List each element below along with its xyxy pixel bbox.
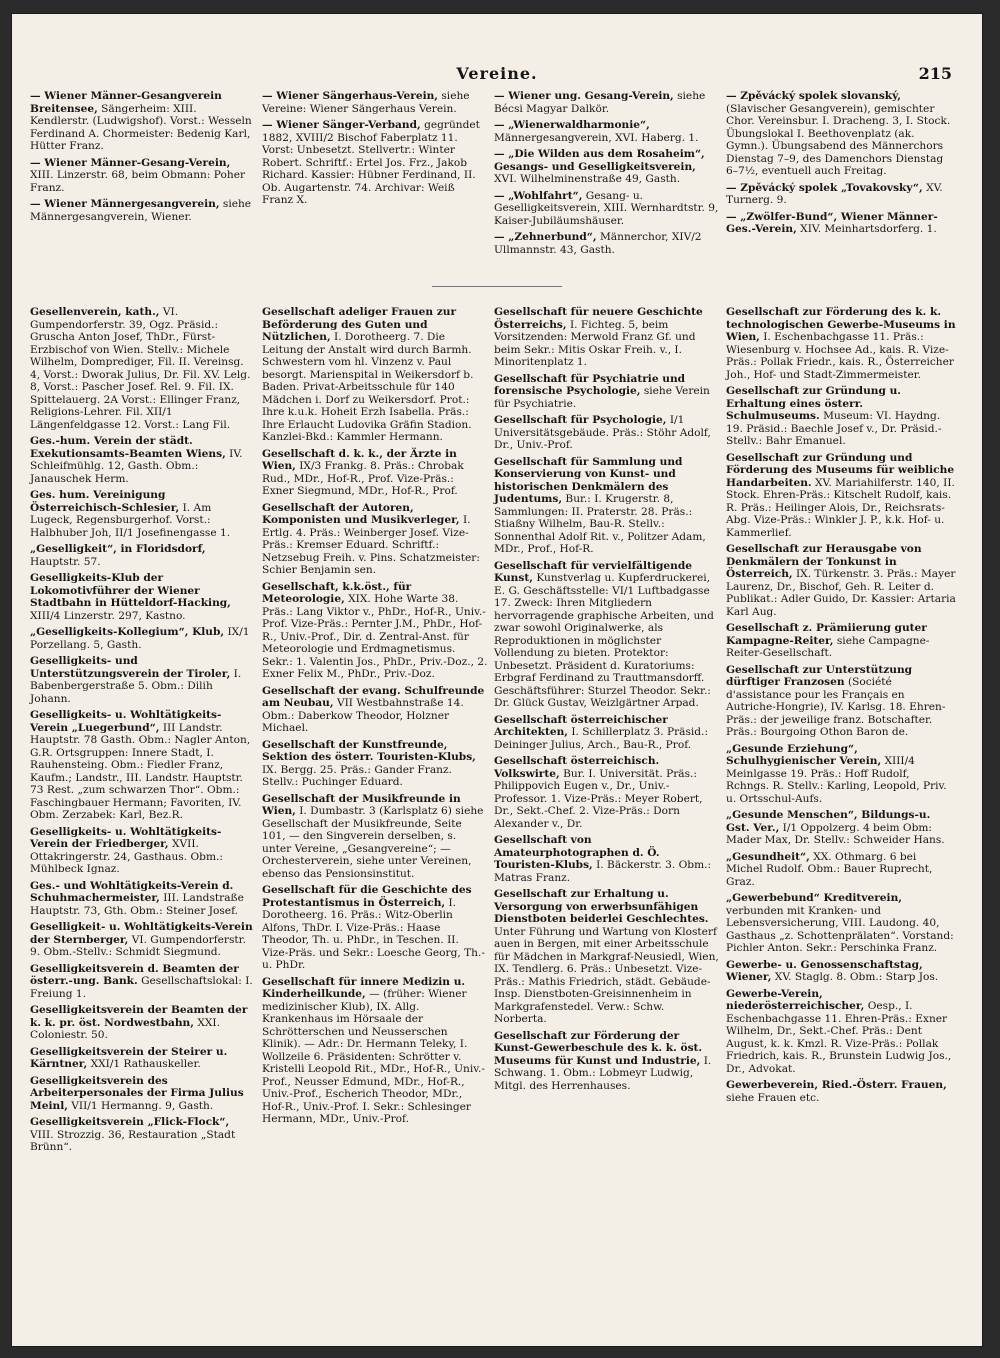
entry-text: Unter Führung und Wartung von Klosterf auen in Bergen, mit einer Arbeitsschule für Mädchen in Markgraf-Neusiedl, Wien, IX. Tendlerg. 6. Präs.: Unbesetzt. Vize-Präs.: Mathis Friedrich, städt. Gebäude-Insp. Dienstboten-Greisinnenheim in Markgrafenstedel. Verw.: Schw. Norberta. bbox=[494, 925, 719, 1025]
directory-entry bbox=[262, 502, 488, 577]
page-header bbox=[12, 64, 982, 88]
directory-entry bbox=[494, 306, 720, 369]
directory-entry bbox=[726, 809, 956, 847]
entry-heading: „Gesundheit“, bbox=[726, 850, 810, 863]
entry-text: IV. Schleifmühlg. 12, Gasth. Obm.: Janauschek Herm. bbox=[30, 447, 243, 485]
entry-heading: Geselligkeits- u. Wohltätigkeits-Verein „Luegerbund“, bbox=[30, 709, 222, 734]
directory-entry bbox=[262, 90, 488, 115]
entry-text: I. Eschenbachgasse 11. Präs.: Wiesenburg v. Hochsee Ad., kais. R. Vize-Präs.: Pollak Friedr., kais. R., Österreicher Joh., Hof- und Stadt-Zimmermeister. bbox=[726, 331, 954, 381]
entry-text: I. Babenbergerstraße 5. Obm.: Dilih Johann. bbox=[30, 667, 242, 705]
entry-text: I. Schillerplatz 3. Präsid.: Deininger Julius, Arch., Bau-R., Prof. bbox=[494, 726, 709, 751]
bottom-column-1 bbox=[30, 306, 256, 1326]
entry-heading: Gewerbe-Verein, niederösterreichischer, bbox=[726, 987, 865, 1012]
directory-entry bbox=[262, 306, 488, 444]
bottom-column-2 bbox=[262, 306, 488, 1326]
entry-heading: Gesellschaft d. k. k., der Ärzte in Wien, bbox=[262, 447, 457, 472]
entry-heading: Gesellschaft für vervielfältigende Kunst, bbox=[494, 559, 692, 584]
entry-text: Hauptstr. 57. bbox=[30, 555, 101, 568]
entry-text: I/1 Universitätsgebäude. Präs.: Stöhr Adolf, Dr., Univ.-Prof. bbox=[494, 414, 711, 451]
entry-text: VIII. Strozzig. 36, Restauration „Stadt Brünn“. bbox=[30, 1128, 236, 1153]
scanned-page bbox=[12, 14, 982, 1346]
entry-text: Gesang- u. Geselligkeitsverein, XIII. Wernhardtstr. 9, Kaiser-Jubiläumshäuser. bbox=[494, 189, 719, 227]
directory-entry bbox=[30, 306, 256, 431]
directory-entry bbox=[726, 622, 956, 660]
directory-entry bbox=[726, 90, 956, 178]
entry-text: Kunstverlag u. Kupferdruckerei, E. G. Geschäftsstelle: VI/1 Luftbadgasse 17. Zweck: Ihren Mitgliedern hervorragende graphische Arbeiten, und zwar sowohl Originalwerke, als Reproduktionen in möglichster Vollendung zu bieten. Protektor: Unbesetzt. Präsident d. Kuratoriums: Erbgraf Ferdinand zu Trauttmansdorff. Geschäftsführer: Sturzel Theodor. Sekr.: Dr. Glück Gustav, Weizlgärtner Arpad. bbox=[494, 572, 714, 709]
directory-entry bbox=[494, 148, 720, 186]
entry-text: III. Landstraße Hauptstr. 73, Gth. Obm.: Steiner Josef. bbox=[30, 892, 244, 917]
entry-heading: Gesellschaft für Psychiatrie und forensische Psychologie, bbox=[494, 372, 686, 397]
directory-entry bbox=[30, 90, 256, 153]
entry-text: IX. Bergg. 25. Präs.: Gander Franz. Stellv.: Puchinger Eduard. bbox=[262, 763, 452, 788]
entry-text: VII/1 Hermanng. 9, Gasth. bbox=[71, 1099, 214, 1112]
entry-text: XIX. Hohe Warte 38. Präs.: Lang Viktor v., PhDr., Hof-R., Univ.-Prof. Vize-Präs.: Pernter J.M., PhDr., Hof-R., Univ.-Prof., Dir. d. Zentral-Anst. für Meteorologie und Erdmagnetismus. Sekr.: 1. Valentin Jos., PhDr., Priv.-Doz., 2. Exner Felix M., PhDr., Priv.-Doz. bbox=[262, 593, 488, 680]
directory-entry bbox=[494, 373, 720, 411]
entry-text: IX/1 Porzellang. 5, Gasth. bbox=[30, 626, 250, 651]
entry-text: Sängerheim: XIII. Kendlerstr. (Ludwigshof). Vorst.: Wesseln Ferdinand A. Chormeister: Bedenig Karl, Hütter Franz. bbox=[30, 102, 252, 152]
entry-heading: Ges.- und Wohltätigkeits-Verein d. Schuhmachermeister, bbox=[30, 879, 234, 904]
entry-text: XVII. Ottakringerstr. 24, Gasthaus. Obm.: Mühlbeck Ignaz. bbox=[30, 838, 223, 875]
entry-heading: Gesellschaft von Amateurphotographen d. Ö. Touristen-Klubs, bbox=[494, 834, 660, 871]
entry-text: siehe Frauen etc. bbox=[726, 1091, 820, 1104]
entry-text: I. Fichteg. 5, beim Vorsitzenden: Merwold Franz Gf. und beim Sekr.: Mitis Oskar Freih. v., I. Minoritenplatz 1. bbox=[494, 318, 696, 368]
section-divider bbox=[432, 286, 562, 287]
entry-text: I. Dorotheerg. 16. Präs.: Witz-Oberlin Alfons, ThDr. I. Vize-Präs.: Haase Theodor, Th. u. PhDr., in Teschen. II. Vize-Präs. und Sekr.: Loesche Georg, Th.- u. PhDr. bbox=[262, 896, 485, 971]
entry-heading: Geselligkeitsverein „Flick-Flock“, bbox=[30, 1116, 230, 1128]
entry-text: XV. Mariahilferstr. 140, II. Stock. Ehren-Präs.: Kitschelt Rudolf, kais. R. Präs.: Heilinger Alois, Dr., Reichsrats-Abg. Vize-Präs.: Winkler J. P., k.k. Hof- u. Kammerlief. bbox=[726, 476, 955, 539]
entry-text: I. Ertlg. 4. Präs.: Weinberger Josef. Vize-Präs.: Kremser Eduard. Schriftf.: Netzsebug Freih. v. Pins. Schatzmeister: Schier Benjamin sen. bbox=[262, 514, 480, 576]
entry-text: XIII/4 Linzerstr. 297, Kastno. bbox=[30, 609, 186, 622]
entry-text: XXI/1 Rathauskeller. bbox=[90, 1058, 201, 1070]
directory-entry bbox=[726, 1079, 956, 1104]
directory-entry bbox=[30, 489, 256, 539]
top-column-1 bbox=[30, 90, 256, 290]
directory-entry bbox=[726, 988, 956, 1076]
directory-entry bbox=[30, 198, 256, 223]
entry-heading: — Wiener Sängerhaus-Verein, bbox=[262, 90, 438, 102]
directory-entry bbox=[30, 921, 256, 959]
entry-text: Gesellschaftslokal: I. Freiung 1. bbox=[30, 975, 253, 1000]
entry-heading: Ges. hum. Vereinigung Österreichisch-Schlesier, bbox=[30, 489, 180, 514]
directory-entry bbox=[726, 211, 956, 236]
entry-heading: Ges.-hum. Verein der städt. Exekutionsamts-Beamten Wiens, bbox=[30, 435, 226, 460]
entry-text: XV. Staglg. 8. Obm.: Starp Jos. bbox=[774, 971, 939, 983]
entry-text: I. Dorotheerg. 7. Die Leitung der Anstalt wird durch Barmh. Schwestern vom hl. Vinzenz v. Paul besorgt. Marienspital in Weikersdorf b. Baden. Privat-Arbeitsschule für 140 Mädchen i. Dorf zu Weikersdorf. Prot.: Ihre k.u.k. Hoheit Erzh Isabella. Präs.: Ihre Erlaucht Ludovika Gräfin Stadion. Kanzlei-Bkd.: Kammler Hermann. bbox=[262, 331, 474, 443]
entry-text: VII Westbahnstraße 14. Obm.: Daberkow Theodor, Holzner Michael. bbox=[262, 697, 464, 734]
directory-entry bbox=[30, 435, 256, 485]
entry-text: I. Schwang. 1. Obm.: Lobmeyr Ludwig, Mitgl. des Herrenhauses. bbox=[494, 1054, 712, 1092]
entry-text: siehe Bécsi Magyar Dalkör. bbox=[494, 90, 706, 115]
entry-text: — (früher: Wiener medizinischer Klub), IX. Allg. Krankenhaus im Hörsaale der Schrötterschen und Neusserschen Klinik). — Adr.: Dr. Hermann Teleky, I. Wollzeile 6. Präsidenten: Schrötter v. Kristelli Leopold Rit., MDr., Hof-R., Univ.-Prof., Neusser Edmund, MDr., Hof-R., Univ.-Prof., Escherich Theodor, MDr., Hof-R., Univ.-Prof. I. Sekr.: Schlesinger Hermann, MDr., Univ.-Prof. bbox=[262, 988, 485, 1125]
directory-entry bbox=[726, 743, 956, 806]
entry-heading: Gesellschaft der Musikfreunde in Wien, bbox=[262, 792, 461, 817]
bottom-column-3 bbox=[494, 306, 720, 1326]
directory-entry bbox=[262, 448, 488, 498]
entry-heading: Gesellschaft der evang. Schulfreunde am Neubau, bbox=[262, 684, 485, 709]
directory-entry bbox=[30, 1075, 256, 1113]
entry-heading: — „Wienerwaldharmonie“, bbox=[494, 119, 650, 131]
directory-entry bbox=[726, 959, 956, 984]
entry-heading: Gesellschaft zur Förderung des k. k. technologischen Gewerbe-Museums in Wien, bbox=[726, 306, 956, 343]
entry-heading: — „Zwölfer-Bund“, Wiener Männer-Ges.-Verein, bbox=[726, 210, 938, 235]
entry-heading: Gesellschaft zur Gründung und Förderung des Museums für weibliche Handarbeiten. bbox=[726, 451, 955, 489]
entry-heading: — „Die Wilden aus dem Rosaheim“, Gesangs- und Geselligkeitsverein, bbox=[494, 148, 705, 173]
entry-text: IX. Türkenstr. 3. Präs.: Mayer Laurenz, Dr., Bischof, Geh. R. Leiter d. Publikat.: Adler Guido, Dr. Kassier: Artaria Karl Aug. bbox=[726, 568, 956, 618]
directory-entry bbox=[262, 793, 488, 881]
directory-entry bbox=[494, 414, 720, 452]
entry-heading: Gesellschaft österreichischer Architekten, bbox=[494, 713, 668, 738]
entry-text: siehe Vereine: Wiener Sängerhaus Verein. bbox=[262, 90, 470, 115]
entry-heading: Geselligkeits- und Unterstützungsverein der Tiroler, bbox=[30, 655, 231, 680]
entry-heading: — „Zehnerbund“, bbox=[494, 231, 597, 243]
entry-heading: Gesellschaft z. Prämiierung guter Kampagne-Reiter, bbox=[726, 622, 927, 647]
entry-text: siehe Campagne-Reiter-Gesellschaft. bbox=[726, 634, 930, 659]
directory-entry bbox=[30, 1116, 256, 1154]
entry-heading: Gesellschaft zur Unterstützung dürftiger Franzosen bbox=[726, 663, 913, 688]
top-column-2 bbox=[262, 90, 488, 290]
directory-entry bbox=[262, 739, 488, 789]
entry-text: Männergesangverein, XVI. Haberg. 1. bbox=[494, 131, 699, 144]
entry-heading: Geselligkeitsverein der Beamten der k. k. pr. öst. Nordwestbahn, bbox=[30, 1004, 248, 1029]
directory-entry bbox=[494, 834, 720, 884]
entry-heading: Gesellschaft zur Erhaltung u. Versorgung von erwerbsunfähigen Dienstboten beiderlei Geschlechtes. bbox=[494, 888, 709, 925]
directory-entry bbox=[726, 306, 956, 381]
entry-text: I. Dumbastr. 3 (Karlsplatz 6) siehe Gesellschaft der Musikfreunde, Seite 101, — den Singverein derselben, s. unter Vereine, „Gesangvereine“; — Orchesterverein, siehe unter Vereinen, ebenso das Pensionsinstitut. bbox=[262, 805, 484, 880]
entry-heading: Gewerbeverein, Ried.-Österr. Frauen, bbox=[726, 1079, 947, 1091]
entry-heading: Gesellschaft zur Förderung der Kunst-Gewerbeschule des k. k. öst. Museums für Kunst und Industrie, bbox=[494, 1029, 703, 1067]
entry-text: (Slavischer Gesangverein), gemischter Chor. Vereinsbur. I. Dracheng. 3, I. Stock. Übungslokal I. Beethovenplatz (ak. Gymn.). Übungsabend des Männerchors Dienstag 7–9, des Damenchors Dienstag 6–7½, eventuell auch Freitag. bbox=[726, 102, 951, 177]
directory-entry bbox=[30, 963, 256, 1001]
entry-heading: Geselligkeitsverein d. Beamten der österr.-ung. Bank. bbox=[30, 962, 239, 987]
directory-entry bbox=[494, 231, 720, 256]
entry-text: III Landstr. Hauptstr. 78 Gasth. Obm.: Nagler Anton, G.R. Ortsgruppen: Innere Stadt, I. Rauhensteing. Obm.: Fiedler Franz, Kaufm.; Landstr., III. Landstr. Hauptstr. 73 Rest. „zum schwarzen Thor“. Obm.: Faschingbauer Hermann; Favoriten, IV. Obm. Zerzabek: Karl, Bez.R. bbox=[30, 721, 251, 821]
entry-text: Bur.: I. Krugerstr. 8, Sammlungen: II. Praterstr. 28. Präs.: Stiaßny Wilhelm, Bau-R. Stellv.: Sonnenthal Adolf Rit. v., Politzer Adam, MDr., Prof., Hof-R. bbox=[494, 493, 706, 555]
directory-entry bbox=[494, 560, 720, 710]
entry-text: I. Am Lugeck, Regensburgerhof. Vorst.: Halbhuber Joh, II/1 Josefinengasse 1. bbox=[30, 501, 231, 539]
entry-heading: — Wiener Männergesangverein, bbox=[30, 198, 220, 210]
entry-heading: „Geselligkeit“, in Floridsdorf, bbox=[30, 543, 206, 555]
directory-entry bbox=[262, 976, 488, 1126]
entry-heading: Gesellschaft adeliger Frauen zur Beförderung des Guten und Nützlichen, bbox=[262, 306, 457, 343]
directory-entry bbox=[30, 543, 256, 568]
entry-text: XIII. Linzerstr. 68, beim Obmann: Poher Franz. bbox=[30, 169, 246, 194]
top-column-4 bbox=[726, 90, 956, 290]
directory-entry bbox=[30, 1004, 256, 1042]
bottom-column-4 bbox=[726, 306, 956, 1326]
entry-heading: — Zpěvácký spolek slovanský, bbox=[726, 90, 901, 102]
directory-entry bbox=[726, 892, 956, 955]
directory-entry bbox=[726, 543, 956, 618]
entry-text: Oesp., I. Eschenbachgasse 11. Ehren-Präs.: Exner Wilhelm, Dr., Sekt.-Chef. Präs.: Dent August, k. k. Kmzl. R. Vize-Präs.: Pollak Friedrich, kais. R., Brunstein Ludwig Jos., Dr., Advokat. bbox=[726, 1000, 952, 1075]
directory-entry bbox=[30, 826, 256, 876]
directory-entry bbox=[726, 182, 956, 207]
entry-text: siehe Männergesangverein, Wiener. bbox=[30, 198, 252, 223]
directory-entry bbox=[494, 119, 720, 144]
entry-heading: Gesellschaft der Kunstfreunde, Sektion des österr. Touristen-Klubs, bbox=[262, 738, 476, 763]
entry-text: XVI. Wilhelminenstraße 49, Gasth. bbox=[494, 173, 681, 185]
entry-heading: Geselligkeits- u. Wohltätigkeits-Verein der Friedberger, bbox=[30, 825, 222, 850]
directory-entry bbox=[30, 709, 256, 822]
entry-heading: Gesellschaft für innere Medizin u. Kinderheilkunde, bbox=[262, 975, 466, 1000]
directory-entry bbox=[30, 655, 256, 705]
entry-text: verbunden mit Kranken- und Lebensversicherung, VIII. Laudong. 40, Gasthaus „z. Schottenprälaten“. Vorstand: Pichler Anton. Sekr.: Perschinka Franz. bbox=[726, 904, 954, 954]
entry-text: I/1 Oppolzerg. 4 beim Obm: Mader Max, Dr. Stellv.: Schweider Hans. bbox=[726, 821, 945, 846]
entry-text: XX. Othmarg. 6 bei Michel Rudolf. Obm.: Bauer Ruprecht, Graz. bbox=[726, 850, 933, 888]
directory-entry bbox=[262, 119, 488, 207]
entry-heading: — Wiener Sänger-Verband, bbox=[262, 119, 421, 131]
directory-entry bbox=[262, 884, 488, 972]
entry-heading: Gesellschaft zur Herausgabe von Denkmälern der Tonkunst in Österreich, bbox=[726, 543, 922, 580]
directory-entry bbox=[726, 851, 956, 889]
entry-heading: Geselligkeitsverein der Steirer u. Kärntner, bbox=[30, 1045, 228, 1070]
entry-heading: Gesellschaft für neuere Geschichte Österreichs, bbox=[494, 306, 703, 331]
directory-entry bbox=[726, 664, 956, 739]
directory-entry bbox=[30, 880, 256, 918]
entry-text: Bur. I. Universität. Präs.: Philippovich Eugen v., Dr., Univ.-Professor. 1. Vize-Präs.: Meyer Robert, Dr., Sekt.-Chef. 2. Vize-Präs.: Dorn Alexander v., Dr. bbox=[494, 767, 703, 830]
entry-heading: „Gesunde Menschen“, Bildungs-u. Gst. Ver., bbox=[726, 809, 931, 834]
directory-entry bbox=[726, 452, 956, 540]
page-title: Vereine. bbox=[456, 64, 538, 83]
entry-heading: Geselligkeits-Klub der Lokomotivführer der Wiener Stadtbahn in Hütteldorf-Hacking, bbox=[30, 572, 231, 609]
entry-text: XIII/4 Meinlgasse 19. Präs.: Hoff Rudolf, Rchngs. R. Stellv.: Karling, Leopold, Priv. u. Ortsschul-Aufs. bbox=[726, 755, 947, 805]
entry-heading: Gewerbe- u. Genossenschaftstag, Wiener, bbox=[726, 958, 923, 983]
entry-heading: Gesellschaft für die Geschichte des Protestantismus in Österreich, bbox=[262, 884, 472, 909]
entry-text: XIV. Meinhartsdorferg. 1. bbox=[800, 223, 937, 235]
entry-text: XV. Turnerg. 9. bbox=[726, 181, 943, 206]
entry-text: I. Bäckerstr. 3. Obm.: Matras Franz. bbox=[494, 859, 712, 884]
entry-heading: Gesellenverein, kath., bbox=[30, 306, 160, 318]
entry-heading: — Zpěvácký spolek „Tovakovsky“, bbox=[726, 181, 923, 194]
entry-heading: — Wiener Männer-Gesangverein Breitensee, bbox=[30, 90, 222, 115]
entry-heading: Gesellschaft für Psychologie, bbox=[494, 414, 667, 426]
entry-text: VI. Gumpendorferstr. 39, Ogz. Präsid.: Gruscha Anton Josef, ThDr., Fürst-Erzbischof von Wien. Stellv.: Michele Wilhelm, Domprediger, Fil. II. Vereinsg. 4, Vorst.: Dworak Julius, Dr. Fil. XV. Lelg. 8, Vorst.: Pascher Josef. Rel. 9. Fil. IX. Spittelauerg. 2A Vorst.: Ellinger Franz, Religions-Lehrer. Fil. XII/1 Längenfeldgasse 12. Vorst.: Lang Fil. bbox=[30, 306, 251, 431]
entry-text: VI. Gumpendorferstr. 9. Obm.-Stellv.: Schmidt Siegmund. bbox=[30, 933, 246, 958]
entry-heading: Gesellschaft der Autoren, Komponisten und Musikverleger, bbox=[262, 501, 460, 526]
directory-entry bbox=[262, 685, 488, 735]
entry-heading: Geselligkeitsverein des Arbeiterpersonales der Firma Julius Meinl, bbox=[30, 1074, 244, 1112]
entry-heading: — Wiener Männer-Gesang-Verein, bbox=[30, 156, 231, 169]
entry-text: (Société d'assistance pour les Français en Autriche-Hongrie), IV. Karlsg. 18. Ehren-Präs.: der jeweilige franz. Botschafter. Präs.: Bourgoing Othon Baron de. bbox=[726, 676, 946, 738]
entry-text: gegründet 1882, XVIII/2 Bischof Faberplatz 11. Vorst: Unbesetzt. Stellvertr.: Winter Robert. Schriftf.: Ertel Jos. Frz., Jakob Richard. Kassier: Hübner Ferdinand, II. Ob. Augartenstr. 74. Archivar: Weiß Franz X. bbox=[262, 119, 480, 206]
entry-heading: — Wiener ung. Gesang-Verein, bbox=[494, 90, 674, 102]
directory-entry bbox=[494, 888, 720, 1026]
directory-entry bbox=[494, 456, 720, 556]
entry-text: Museum: VI. Haydng. 19. Präsid.: Baechle Josef v., Dr. Präsid.-Stellv.: Bahr Emanuel. bbox=[726, 410, 942, 447]
entry-text: XXI. Coloniestr. 50. bbox=[30, 1016, 220, 1041]
page-number: 215 bbox=[918, 64, 952, 83]
directory-entry bbox=[494, 714, 720, 752]
directory-entry bbox=[30, 572, 256, 622]
directory-entry bbox=[494, 190, 720, 228]
entry-text: siehe Verein für Psychiatrie. bbox=[494, 385, 710, 410]
directory-entry bbox=[494, 1030, 720, 1093]
entry-heading: Gesellschaft für Sammlung und Konservierung von Kunst- und historischen Denkmälern des Judentums, bbox=[494, 455, 683, 505]
directory-entry bbox=[726, 385, 956, 448]
entry-text: Männerchor, XIV/2 Ullmannstr. 43, Gasth. bbox=[494, 231, 702, 256]
directory-entry bbox=[30, 626, 256, 651]
entry-heading: „Gewerbebund“ Kreditverein, bbox=[726, 892, 902, 904]
top-column-3 bbox=[494, 90, 720, 290]
entry-heading: Gesellschaft österreichisch. Volkswirte, bbox=[494, 755, 660, 780]
directory-entry bbox=[494, 90, 720, 115]
entry-heading: Gesellschaft, k.k.öst., für Meteorologie, bbox=[262, 580, 412, 605]
directory-entry bbox=[30, 157, 256, 195]
entry-heading: Geselligkeit- u. Wohltätigkeits-Verein der Sternberger, bbox=[30, 921, 253, 946]
entry-text: IX/3 Frankg. 8. Präs.: Chrobak Rud., MDr., Hof-R., Prof. Vize-Präs.: Exner Siegmund, MDr., Hof-R., Prof. bbox=[262, 460, 464, 497]
directory-entry bbox=[30, 1046, 256, 1071]
entry-heading: Gesellschaft zur Gründung u. Erhaltung eines österr. Schulmuseums. bbox=[726, 385, 901, 422]
directory-entry bbox=[494, 755, 720, 830]
entry-heading: — „Wohlfahrt“, bbox=[494, 189, 583, 202]
directory-entry bbox=[262, 581, 488, 681]
entry-heading: „Geselligkeits-Kollegium“, Klub, bbox=[30, 626, 225, 638]
entry-heading: „Gesunde Erziehung“, Schulhygienischer Verein, bbox=[726, 742, 882, 767]
